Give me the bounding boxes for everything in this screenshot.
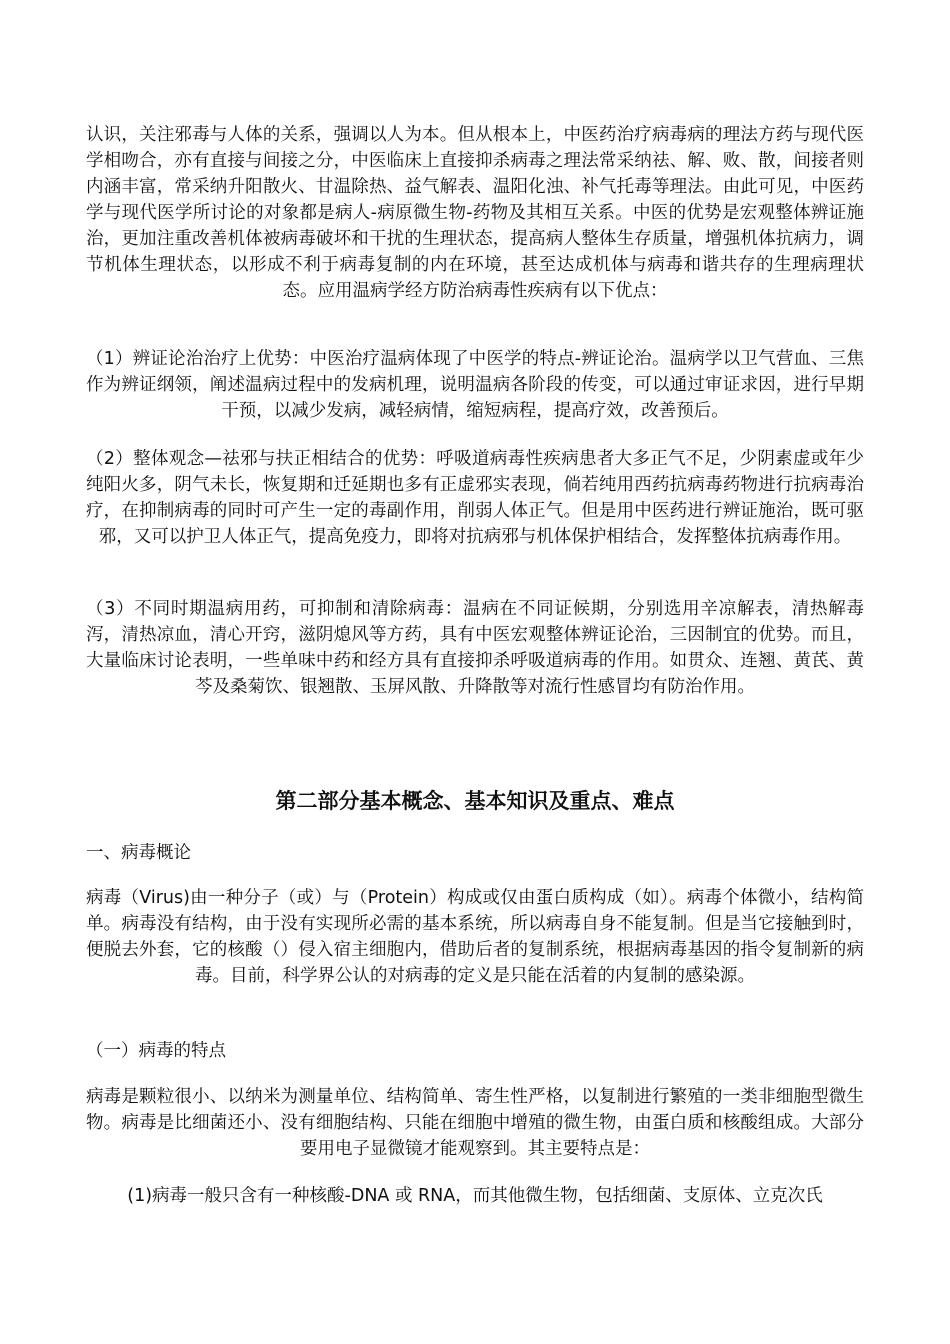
subsection-virus-features: （一）病毒的特点: [86, 1041, 226, 1061]
intro-paragraph: 认识，关注邪毒与人体的关系，强调以人为本。但从根本上，中医药治疗病毒病的理法方药与现代医学相吻合，亦有直接与间接之分，中医临床上直接抑杀病毒之理法常采纳祛、解、败、散，间接者则内涵丰富，常采纳升阳散火、甘温除热、益气解表、温阳化浊、补气托毒等理法。由此可见，中医药学与现代医学所讨论的对象都是病人-病原微生物-药物及其相互关系。中医的优势是宏观整体辨证施治，更加注重改善机体被病毒破坏和干扰的生理状态，提高病人整体生存质量，增强机体抗病力，调节机体生理状态，以形成不利于病毒复制的内在环境，甚至达成机体与病毒和谐共存的生理病理状态。应用温病学经方防治病毒性疾病有以下优点：: [86, 125, 864, 301]
advantage-3-paragraph: （3）不同时期温病用药，可抑制和清除病毒：温病在不同证候期，分别选用辛凉解表，清热解毒泻，清热凉血，清心开窍，滋阴熄风等方药，具有中医宏观整体辨证论治，三因制宜的优势。而且，大量临床讨论表明，一些单味中药和经方具有直接抑杀呼吸道病毒的作用。如贯众、连翘、黄芪、黄芩及桑菊饮、银翘散、玉屏风散、升降散等对流行性感冒均有防治作用。: [86, 599, 864, 697]
virus-feature-1-paragraph: (1)病毒一般只含有一种核酸-DNA 或 RNA，而其他微生物，包括细菌、支原体、立克次氏: [127, 1186, 823, 1206]
section-title: 第二部分基本概念、基本知识及重点、难点: [275, 789, 675, 813]
subsection-virus-overview: 一、病毒概论: [86, 843, 191, 863]
virus-definition-paragraph: 病毒（Virus)由一种分子（或）与（Protein）构成或仅由蛋白质构成（如）。病毒个体微小，结构简单。病毒没有结构，由于没有实现所必需的基本系统，所以病毒自身不能复制。但是当它接触到时，便脱去外套，它的核酸（）侵入宿主细胞内，借助后者的复制系统，根据病毒基因的指令复制新的病毒。目前，科学界公认的对病毒的定义是只能在活着的内复制的感染源。: [86, 888, 864, 986]
virus-features-paragraph: 病毒是颗粒很小、以纳米为测量单位、结构简单、寄生性严格，以复制进行繁殖的一类非细胞型微生物。病毒是比细菌还小、没有细胞结构、只能在细胞中增殖的微生物，由蛋白质和核酸组成。大部分要用电子显微镜才能观察到。其主要特点是：: [86, 1087, 864, 1159]
advantage-1-paragraph: （1）辨证论治治疗上优势：中医治疗温病体现了中医学的特点-辨证论治。温病学以卫气营血、三焦作为辨证纲领，阐述温病过程中的发病机理，说明温病各阶段的传变，可以通过审证求因，进行早期干预，以减少发病，减轻病情，缩短病程，提高疗效，改善预后。: [86, 349, 864, 421]
advantage-2-paragraph: （2）整体观念—祛邪与扶正相结合的优势：呼吸道病毒性疾病患者大多正气不足，少阴素虚或年少纯阳火多，阴气未长，恢复期和迁延期也多有正虚邪实表现，倘若纯用西药抗病毒药物进行抗病毒治疗，在抑制病毒的同时可产生一定的毒副作用，削弱人体正气。但是用中医药进行辨证施治，既可驱邪，又可以护卫人体正气，提高免疫力，即将对抗病邪与机体保护相结合，发挥整体抗病毒作用。: [86, 449, 864, 547]
